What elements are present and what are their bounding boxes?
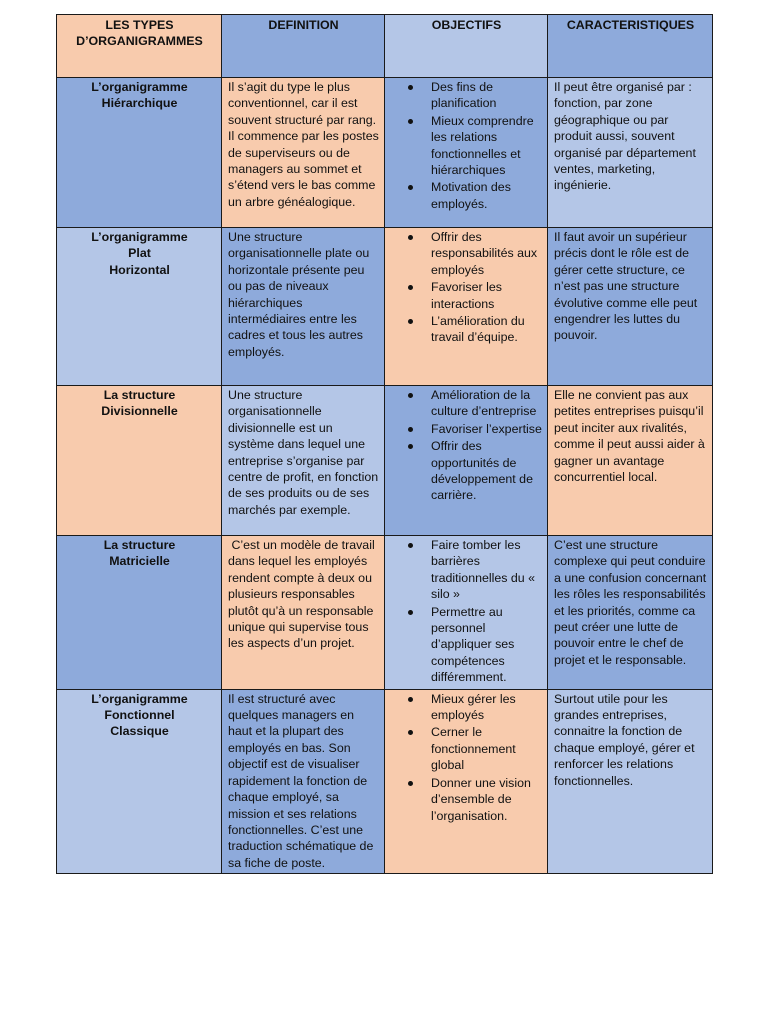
bullet-icon <box>408 85 413 90</box>
definition-cell <box>222 689 385 873</box>
objectif-text: Permettre au personnel d’appliquer ses compétences différemment. <box>431 604 515 685</box>
type-label-line: Matricielle <box>109 554 170 569</box>
list-item <box>431 775 542 824</box>
objectif-text: Donner une vision d’ensemble de l’organisation. <box>431 775 531 823</box>
caracteristiques-cell <box>548 536 713 690</box>
list-item <box>431 724 542 773</box>
bullet-icon <box>408 285 413 290</box>
type-label-line: Horizontal <box>109 262 170 277</box>
objectif-text: Offrir des responsabilités aux employés <box>431 230 538 277</box>
definition-cell <box>222 228 385 386</box>
objectif-text: Mieux gérer les employés <box>431 691 516 723</box>
header-definition: DEFINITION <box>222 15 385 78</box>
list-item <box>431 279 542 312</box>
list-item <box>431 537 542 603</box>
bullet-icon <box>408 393 413 398</box>
header-objectifs: OBJECTIFS <box>385 15 548 78</box>
bullet-icon <box>408 543 413 548</box>
bullet-icon <box>408 119 413 124</box>
list-item <box>431 438 542 504</box>
objectif-text: Des fins de planification <box>431 80 497 111</box>
header-types: LES TYPES D’ORGANIGRAMMES <box>57 15 222 78</box>
type-label-line: Plat <box>128 246 151 261</box>
caracteristiques-cell <box>548 228 713 386</box>
objectifs-cell <box>385 386 548 536</box>
list-item <box>431 113 542 179</box>
type-label-line: L’organigramme <box>91 80 188 94</box>
caracteristiques-text: C’est une structure complexe qui peut conduire a une confusion concernant les rôles les responsabilités et les priorités, comme ca peut créer une lutte de pouvoir entre le chef de projet et le responsable. <box>554 538 707 667</box>
objectifs-list <box>391 537 542 686</box>
objectifs-list <box>391 229 542 346</box>
type-label-line: Divisionnelle <box>101 404 178 419</box>
type-cell <box>57 386 222 536</box>
organigram-types-table <box>56 14 713 874</box>
caracteristiques-cell <box>548 386 713 536</box>
definition-text: Il est structuré avec quelques managers en haut et la plupart des employés en bas. Son objectif est de visualiser rapidement la fonction de chaque employé, sa mission et ses relations fonctionnelles. C’est une traduction schématique de sa fiche de poste. <box>228 691 374 870</box>
bullet-icon <box>408 444 413 449</box>
table-row <box>57 689 713 873</box>
bullet-icon <box>408 235 413 240</box>
list-item <box>431 179 542 212</box>
definition-text: C’est un modèle de travail dans lequel les employés rendent compte à deux ou plusieurs responsables plutôt qu’à un responsable unique qui supervise tous les aspects d’un projet. <box>228 538 379 651</box>
list-item <box>431 604 542 686</box>
caracteristiques-text: Il peut être organisé par : fonction, par zone géographique ou par produit aussi, souvent organisé par département ventes, marketing, ingénierie. <box>554 80 696 193</box>
objectifs-cell <box>385 689 548 873</box>
type-label-line: La structure <box>103 538 176 552</box>
objectifs-list <box>391 79 542 212</box>
table-header-row <box>57 15 713 78</box>
type-label-line: Fonctionnel <box>104 708 175 723</box>
objectif-text: Mieux comprendre les relations fonctionnelles et hiérarchiques <box>431 113 534 178</box>
objectifs-cell <box>385 536 548 690</box>
objectif-text: Amélioration de la culture d’entreprise <box>431 388 537 419</box>
objectifs-cell <box>385 78 548 228</box>
bullet-icon <box>408 185 413 190</box>
objectif-text: Favoriser les interactions <box>431 280 502 311</box>
type-cell <box>57 689 222 873</box>
objectifs-list <box>391 387 542 504</box>
objectifs-list <box>391 691 542 824</box>
type-label-line: Hiérarchique <box>101 96 178 111</box>
table-row <box>57 386 713 536</box>
type-label-line: La structure <box>103 388 176 402</box>
objectifs-cell <box>385 228 548 386</box>
definition-text: Une structure organisationnelle divisionnelle est un système dans lequel une entreprise s’organise par centre de profit, en fonction de ses produits ou de ses marchés par exemple. <box>228 388 379 517</box>
bullet-icon <box>408 427 413 432</box>
caracteristiques-text: Elle ne convient pas aux petites entreprises puisqu’il peut inciter aux rivalités, comme il peut aussi aider à gagner un avantage concurrentiel local. <box>554 388 705 485</box>
type-label-line: L’organigramme <box>91 230 188 244</box>
type-label-line: L’organigramme <box>91 691 188 706</box>
objectif-text: Motivation des employés. <box>431 180 511 211</box>
type-label-line: Classique <box>110 724 169 739</box>
list-item <box>431 387 542 420</box>
objectif-text: Favoriser l’expertise <box>431 421 542 436</box>
objectif-text: L’amélioration du travail d’équipe. <box>431 314 525 345</box>
bullet-icon <box>408 319 413 324</box>
definition-cell <box>222 536 385 690</box>
bullet-icon <box>408 730 413 735</box>
header-caracteristiques: CARACTERISTIQUES <box>548 15 713 78</box>
definition-text: Il s’agit du type le plus conventionnel, car il est souvent structuré par rang. Il commence par les postes de superviseurs ou de managers au sommet et s’étend vers le bas comme un arbre généalogique. <box>228 80 379 209</box>
list-item <box>431 229 542 278</box>
objectif-text: Cerner le fonctionnement global <box>431 725 516 773</box>
objectif-text: Faire tomber les barrières traditionnelles du « silo » <box>431 538 536 602</box>
type-cell <box>57 78 222 228</box>
bullet-icon <box>408 697 413 702</box>
caracteristiques-text: Surtout utile pour les grandes entreprises, connaitre la fonction de chaque employé, gérer et renforcer les relations fonctionnelles. <box>554 691 695 788</box>
caracteristiques-cell <box>548 689 713 873</box>
table-row <box>57 228 713 386</box>
caracteristiques-text: Il faut avoir un supérieur précis dont le rôle est de gérer cette structure, ce n’est pas une structure évolutive comme elle peut engendrer les luttes du pouvoir. <box>554 230 698 343</box>
list-item <box>431 79 542 112</box>
definition-cell <box>222 78 385 228</box>
list-item <box>431 313 542 346</box>
type-cell <box>57 536 222 690</box>
definition-text: Une structure organisationnelle plate ou horizontale présente peu ou pas de niveaux hiérarchiques intermédiaires entre les cadres et tous les autres employés. <box>228 230 370 359</box>
table-row <box>57 78 713 228</box>
list-item <box>431 421 542 437</box>
list-item <box>431 691 542 724</box>
caracteristiques-cell <box>548 78 713 228</box>
bullet-icon <box>408 781 413 786</box>
table-row <box>57 536 713 690</box>
bullet-icon <box>408 610 413 615</box>
type-cell <box>57 228 222 386</box>
objectif-text: Offrir des opportunités de développement de carrière. <box>431 439 533 503</box>
definition-cell <box>222 386 385 536</box>
